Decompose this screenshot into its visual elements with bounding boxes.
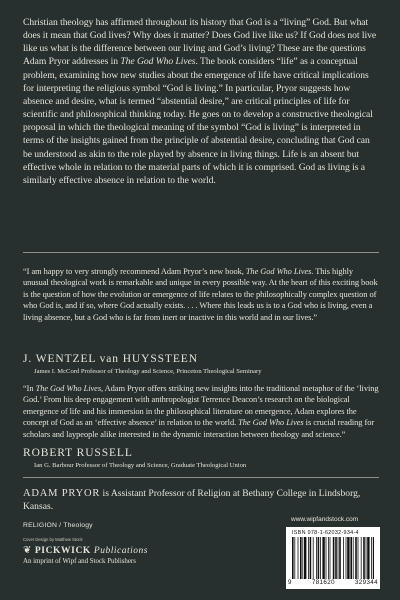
divider-top	[23, 252, 379, 253]
isbn-number: ISBN 978-1-62032-934-4	[292, 530, 359, 536]
endorsement-2-book-title: The God Who Lives	[35, 384, 102, 393]
barcode-bar	[338, 537, 339, 579]
barcode-lead-digit: 9	[288, 579, 292, 586]
barcode-bar	[326, 537, 327, 579]
publisher-imprint-word: Publications	[93, 545, 148, 556]
barcode-bar	[339, 537, 341, 579]
barcode-bar	[335, 537, 337, 579]
barcode-bar	[353, 537, 354, 579]
barcode-bar	[350, 537, 352, 579]
barcode-bars	[292, 537, 374, 579]
publisher-logo	[23, 545, 148, 556]
endorsement-2-text-c: is crucial reading for scholars and laypeople alike interested in the dynamic interaction between theology and science.”	[23, 418, 375, 439]
endorsement-1-name: J. WENTZEL van HUYSSTEEN	[23, 353, 198, 365]
barcode-bar	[347, 537, 349, 579]
barcode-bar	[322, 537, 324, 579]
author-name: ADAM PRYOR	[23, 488, 101, 499]
barcode-digits	[288, 579, 378, 586]
barcode-digit-group-2: 329344	[354, 579, 378, 586]
barcode-bar	[300, 537, 302, 579]
endorsement-1-text-b: . This highly unusual theological work is remarkable and unique in every possible way. At the heart of this exciting book is the question of how the evolution or emergence of life relates to the philosophically complex question of who God is, and if so, where God actually exists. . . . Where this leads us is to a God who is living, even a living absence, but a God who is far from inert or inactive in this world and in our lives.”	[23, 267, 378, 322]
barcode-bar	[363, 537, 365, 579]
barcode-bar	[302, 537, 303, 579]
barcode-bar	[358, 537, 359, 579]
barcode-bar	[361, 537, 362, 579]
author-bio-text: is Assistant Professor of Religion at Bethany College in Lindsborg, Kansas.	[23, 488, 361, 512]
pickwick-logo-icon: ❦	[23, 545, 32, 556]
barcode-bar	[373, 537, 374, 579]
barcode-bar	[320, 537, 321, 579]
barcode-bar	[294, 537, 295, 579]
barcode-bar	[316, 537, 317, 579]
barcode-bar	[346, 537, 347, 579]
barcode-bar	[304, 537, 306, 579]
barcode-digit-group-1: 781620	[311, 579, 335, 586]
barcode-bar	[367, 537, 369, 579]
barcode-bar	[343, 537, 344, 579]
barcode-bar	[355, 537, 357, 579]
endorsement-2-quote	[23, 383, 379, 440]
blurb-text-start: Christian theology has affirmed throughout its history that God is a “living” God. But what does it mean that God lives? Why does it matter? Does God live like us? If God does not live like us what is the difference between our living and God’s living? These are the questions Adam Pryor addresses in	[23, 17, 377, 68]
endorsement-1-quote	[23, 266, 379, 323]
cover-design-credit: Cover Design by Matthew Stock	[23, 537, 83, 542]
barcode-bar	[308, 537, 309, 579]
publisher-website: www.wipfandstock.com	[291, 516, 359, 523]
barcode-bar	[371, 537, 372, 579]
barcode-bar	[333, 537, 335, 579]
endorsement-2-text-b: , Adam Pryor offers striking new insights into the traditional metaphor of the ‘living God.’ From his deep engagement with anthropologist Terrence Deacon’s research on the biological emergence of life and his immersion in the philosophical literature on emergence, Adam explores the concept of God as an ‘effective absence’ in relation to the world.	[23, 384, 379, 428]
divider-bottom	[23, 477, 379, 478]
barcode-bar	[298, 537, 299, 579]
barcode-bar	[366, 537, 367, 579]
endorsement-1-book-title: The God Who Lives	[245, 267, 312, 276]
blurb-book-title: The God Who Lives	[120, 56, 196, 68]
barcode-bar	[292, 537, 294, 579]
barcode-bar	[313, 537, 314, 579]
publisher-imprint: An imprint of Wipf and Stock Publishers	[23, 558, 136, 565]
publisher-name: PICKWICK	[34, 545, 91, 556]
blurb-text-end: . The book considers “life” as a conceptual problem, examining how new studies about the emergence of life have critical implications for interpreting the religious symbol “God is living.” In particular, Pryor suggests how absence and desire, what is termed “abstential desire,” are critical principles of life for scientific and philosophical thinking today. He goes on to develop a constructive theological proposal in which the theological meaning of the symbol “God is living” is interpreted in terms of the insights gained from the principle of abstential desire, concluding that God can be understood as akin to the role played by absence in living things. Life is an absent but effective whole in relation to the material parts of which it is comprised. God as living is a similarly effective absence in relation to the world.	[23, 56, 373, 186]
blurb-paragraph	[23, 16, 379, 187]
barcode-bar	[330, 537, 331, 579]
endorsement-2-name: ROBERT RUSSELL	[23, 447, 133, 459]
endorsement-1-affiliation: James I. McCord Professor of Theology and Science, Princeton Theological Seminary	[34, 368, 262, 375]
barcode-bar	[310, 537, 312, 579]
author-bio	[23, 488, 379, 514]
isbn-barcode	[286, 527, 380, 589]
endorsement-2-book-title-2: The God Who Lives	[238, 418, 304, 428]
endorsement-2-text-a: “In	[23, 384, 36, 393]
category-label: RELIGION / Theology	[23, 522, 93, 529]
barcode-bar	[318, 537, 320, 579]
endorsement-1-text-a: “I am happy to very strongly recommend Adam Pryor’s new book,	[23, 267, 246, 276]
endorsement-2-affiliation: Ian G. Barbour Professor of Theology and Science, Graduate Theological Union	[34, 462, 247, 469]
barcode-bar	[328, 537, 329, 579]
